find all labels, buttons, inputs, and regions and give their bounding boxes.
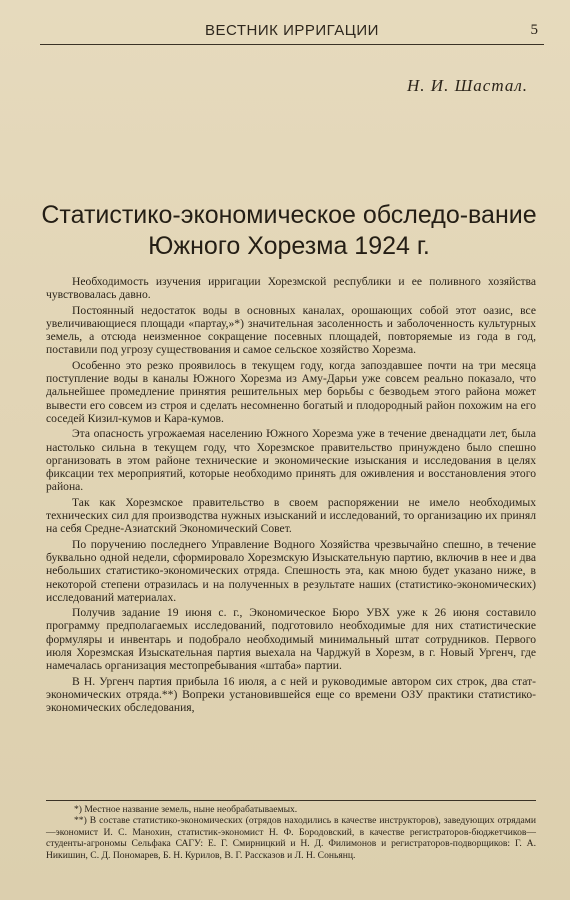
footnote: **) В составе статистико-экономических (отрядов находились в качестве инструкторов), заведующих отрядами—экономист И. С. Манохин, статистик-экономист Н. Ф. Бородовский, в качестве регистраторов-бюджетчиков—студенты-агрономы Сельфака САГУ: Е. Г. Смирницкий и Н. Д. Филимонов и регистраторов-подворщиков: Г. А. Никишин, С. Д. Пономарев, Б. Н. Курилов, В. Г. Рассказов и Л. Н. Соньянц. [46,815,536,861]
journal-title: ВЕСТНИК ИРРИГАЦИИ [205,22,379,39]
article-title: Статистико-экономическое обследо-вание Южного Хорезма 1924 г. [41,201,537,260]
paragraph: Необходимость изучения ирригации Хорезмской республики и ее поливного хозяйства чувствовалась давно. [46,275,536,302]
running-header [40,20,544,45]
footnote: *) Местное название земель, ныне необрабатываемых. [74,804,298,815]
article-body [46,275,536,717]
footnotes [46,800,536,861]
paragraph: По поручению последнего Управление Водного Хозяйства чрезвычайно спешно, в течение буквально одной недели, сформировало Хорезмскую Изыскательную партию, включив в нее и два небольших статистико-экономических отряда. Спешность эта, как мною будет указано ниже, в некоторой степени отразилась и на полученных в результате наших (статистико-экономических) исследований материалах. [46,537,536,604]
paragraph: Получив задание 19 июня с. г., Экономическое Бюро УВХ уже к 26 июня составило программу предполагаемых исследований, подготовило необходимые для них статистические формуляры и инвентарь и подобрало необходимый минимальный штат сотрудников. Первого июля Хорезмская Изыскательная партия выехала на Чарджуй в Хорезм, в г. Новый Ургенч, где намечалась организация местопребывания «штаба» партии. [46,606,536,673]
paragraph: Особенно это резко проявилось в текущем году, когда запоздавшее почти на три месяца поступление воды в каналы Южного Хорезма из Аму-Дарьи уже совсем реально показало, что дальнейшее промедление принятия решительных мер борьбы с безводьем этого района может вывести его совсем из строя и сделать несомненно богатый и плодородный район похожим на его соседей Кизил-кумов и Кара-кумов. [46,358,536,425]
paragraph: В Н. Ургенч партия прибыла 16 июля, а с ней и руководимые автором сих строк, два стат-экономических отряда.**) Вопреки установившейся еще со времени ОЗУ практики статистико-экономических обследования, [46,674,536,715]
paragraph: Эта опасность угрожаемая населению Южного Хорезма уже в течение двенадцати лет, была настолько сильна в текущем году, что Хорезмское правительство принуждено было спешно организовать в этом районе технические и экономические изыскания и исследования в целях фиксации тех мероприятий, которые необходимо принять для оживления и восстановления этого района. [46,427,536,494]
page-number: 5 [530,22,538,38]
author-name: Н. И. Шастал. [407,76,528,95]
paragraph: Постоянный недостаток воды в основных каналах, орошающих собой этот оазис, все увеличивающиеся площади «партау,»*) значительная засоленность и заболоченность культурных земель, а отсюда неизменное сокращение посевных площадей, повторяемые из года в год, поставили под угрозу существования и самое сельское хозяйство Хорезма. [46,303,536,357]
paragraph: Так как Хорезмское правительство в своем распоряжении не имело необходимых технических сил для производства нужных изысканий и исследований, то организацию их принял на себя Средне-Азиатский Экономический Совет. [46,495,536,536]
